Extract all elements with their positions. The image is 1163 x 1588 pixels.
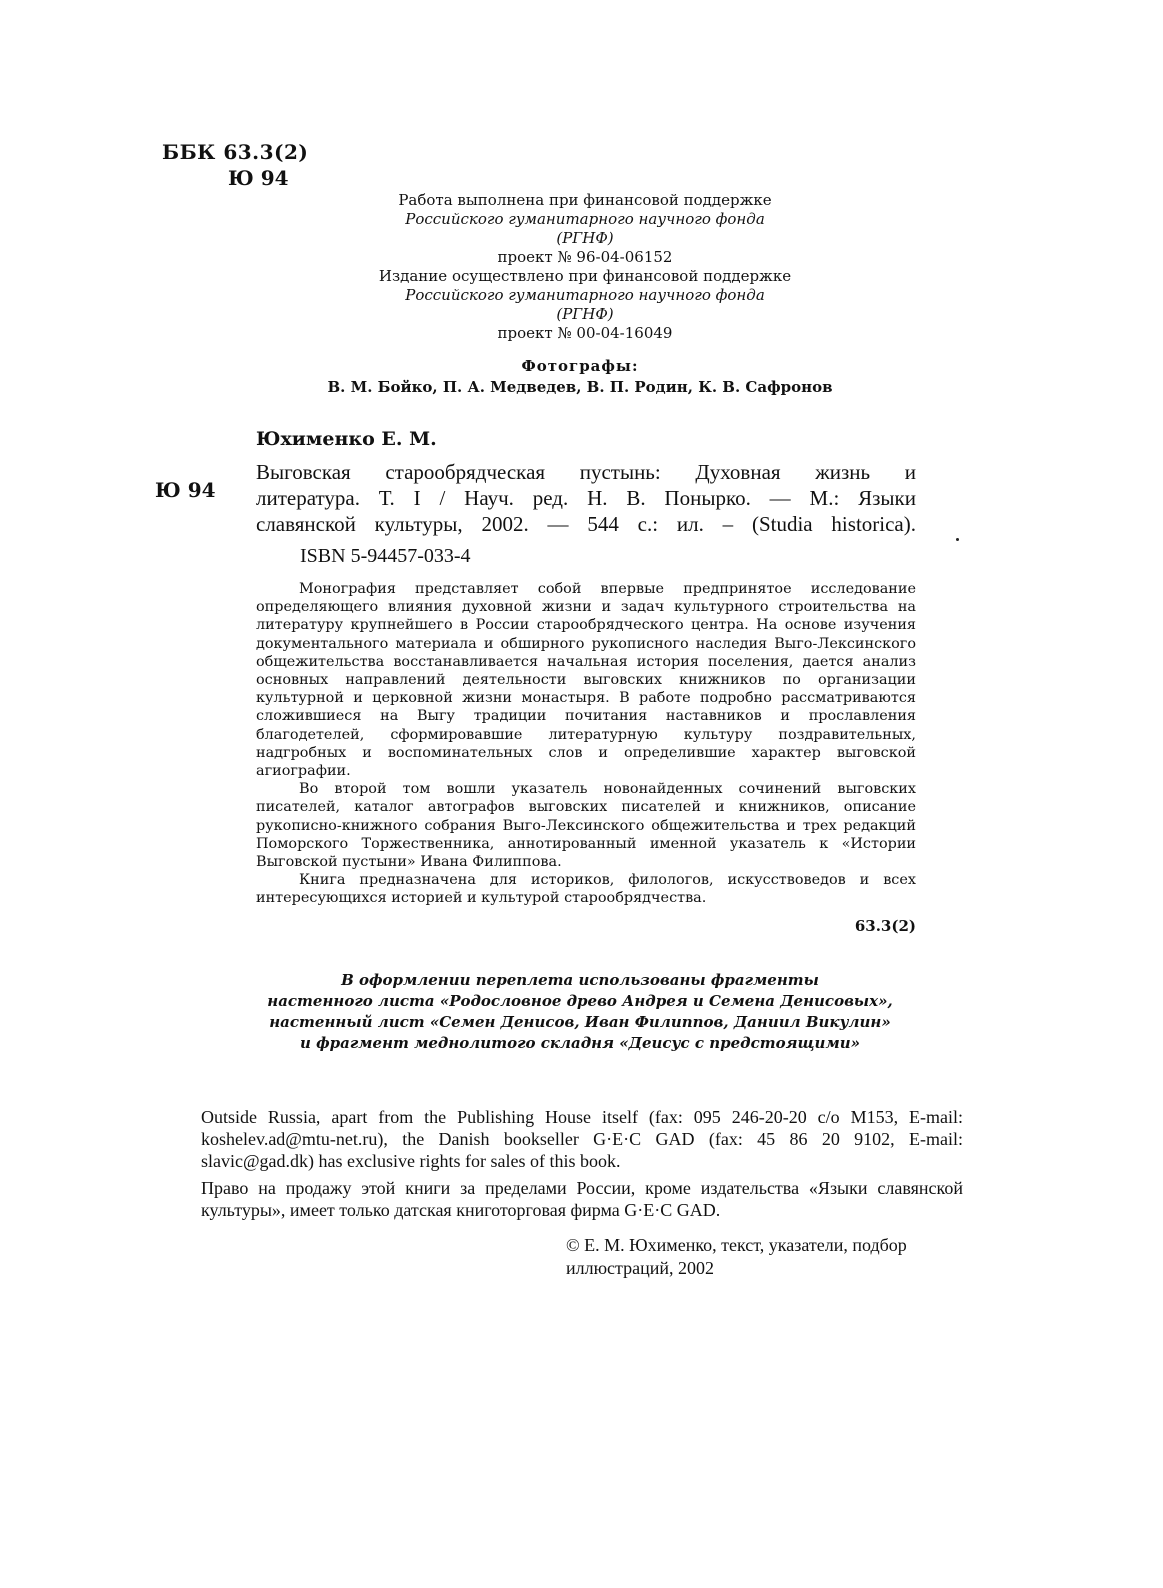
side-author-code: Ю 94 [155,478,216,502]
funding-line: Российского гуманитарного научного фонда [405,286,765,304]
funding-line: Издание осуществлено при финансовой поддержке [378,267,792,285]
abstract-paragraph: Во второй том вошли указатель новонайденных сочинений выговских писателей, каталог автографов выговских писателей и книжников, описание рукописно-книжного собрания Выго-Лексинского общежительства и трех редакций Поморского Торжественника, аннотированный именной указатель к «Истории Выговской пустыни» Ивана Филиппова. [256,781,916,871]
cover-note-line: настенный лист «Семен Денисов, Иван Филиппов, Даниил Викулин» [269,1013,891,1031]
bbk-code: ББК 63.3(2) [162,140,309,164]
funding-line: Российского гуманитарного научного фонда [405,210,765,228]
title-description [256,459,916,537]
author-name: Юхименко Е. М. [256,428,437,450]
stray-dot [956,538,959,541]
copyright-line: иллюстраций, 2002 [566,1258,715,1278]
rights-block [201,1106,963,1226]
abstract-paragraph: Книга предназначена для историков, филологов, искусствоведов и всех интересующихся историей и культурой старообрядчества. [256,872,916,907]
isbn: ISBN 5-94457-033-4 [300,545,471,567]
abstract-bbk-code: 63.3(2) [854,917,916,935]
funding-line: проект № 00-04-16049 [497,324,673,342]
abstract [256,580,916,908]
photographers-heading: Фотографы: [521,357,639,375]
funding-line: проект № 96-04-06152 [497,248,673,266]
cover-note-line: В оформлении переплета использованы фрагменты [341,971,819,989]
photographers-block [270,356,890,398]
funding-line: (РГНФ) [556,305,614,323]
funding-line: (РГНФ) [556,229,614,247]
copyright-block [566,1234,996,1280]
rights-russian: Право на продажу этой книги за пределами России, кроме издательства «Языки славянской культуры», имеет только датская книготорговая фирма G·E·C GAD. [201,1178,963,1220]
rights-english: Outside Russia, apart from the Publishing House itself (fax: 095 246-20-20 c/o M153, E-mail: koshelev.ad@mtu-net.ru), the Danish bookseller G·E·C GAD (fax: 45 86 20 9102, E-mail: slavic@gad.dk) has exclusive rights for sales of this book. [201,1107,963,1171]
bbk-author-code: Ю 94 [228,166,289,190]
cover-note-line: и фрагмент меднолитого складня «Деисус с предстоящими» [300,1034,860,1052]
copyright-line: © Е. М. Юхименко, текст, указатели, подбор [566,1235,907,1255]
cover-note-line: настенного листа «Родословное древо Андрея и Семена Денисовых», [267,992,893,1010]
photographers-names: В. М. Бойко, П. А. Медведев, В. П. Родин, К. В. Сафронов [327,378,833,396]
funding-line: Работа выполнена при финансовой поддержке [398,191,772,209]
title-line: Выговская старообрядческая пустынь: Духовная жизнь и [256,460,916,484]
title-line: славянской культуры, 2002. — 544 с.: ил. – (Studia historica). [256,512,916,536]
abstract-paragraph: Монография представляет собой впервые предпринятое исследование определяющего влияния духовной жизни и задач культурного строительства на литературу крупнейшего в России старообрядческого центра. На основе изучения документального материала и обширного рукописного наследия Выго-Лексинского общежительства восстанавливается начальная история поселения, дается анализ основных направлений деятельности выговских книжников по организации культурной и церковной жизни монастыря. В работе подробно рассматриваются сложившиеся на Выгу традиции почитания наставников и прославления благодетелей, сформировавшие литературную культуру поздравительных, надгробных и воспоминательных слов и определившие характер выговской агиографии. [256,581,916,780]
title-line: литература. Т. I / Науч. ред. Н. В. Понырко. — М.: Языки [256,486,916,510]
funding-block [300,191,870,343]
cover-note [230,970,930,1054]
